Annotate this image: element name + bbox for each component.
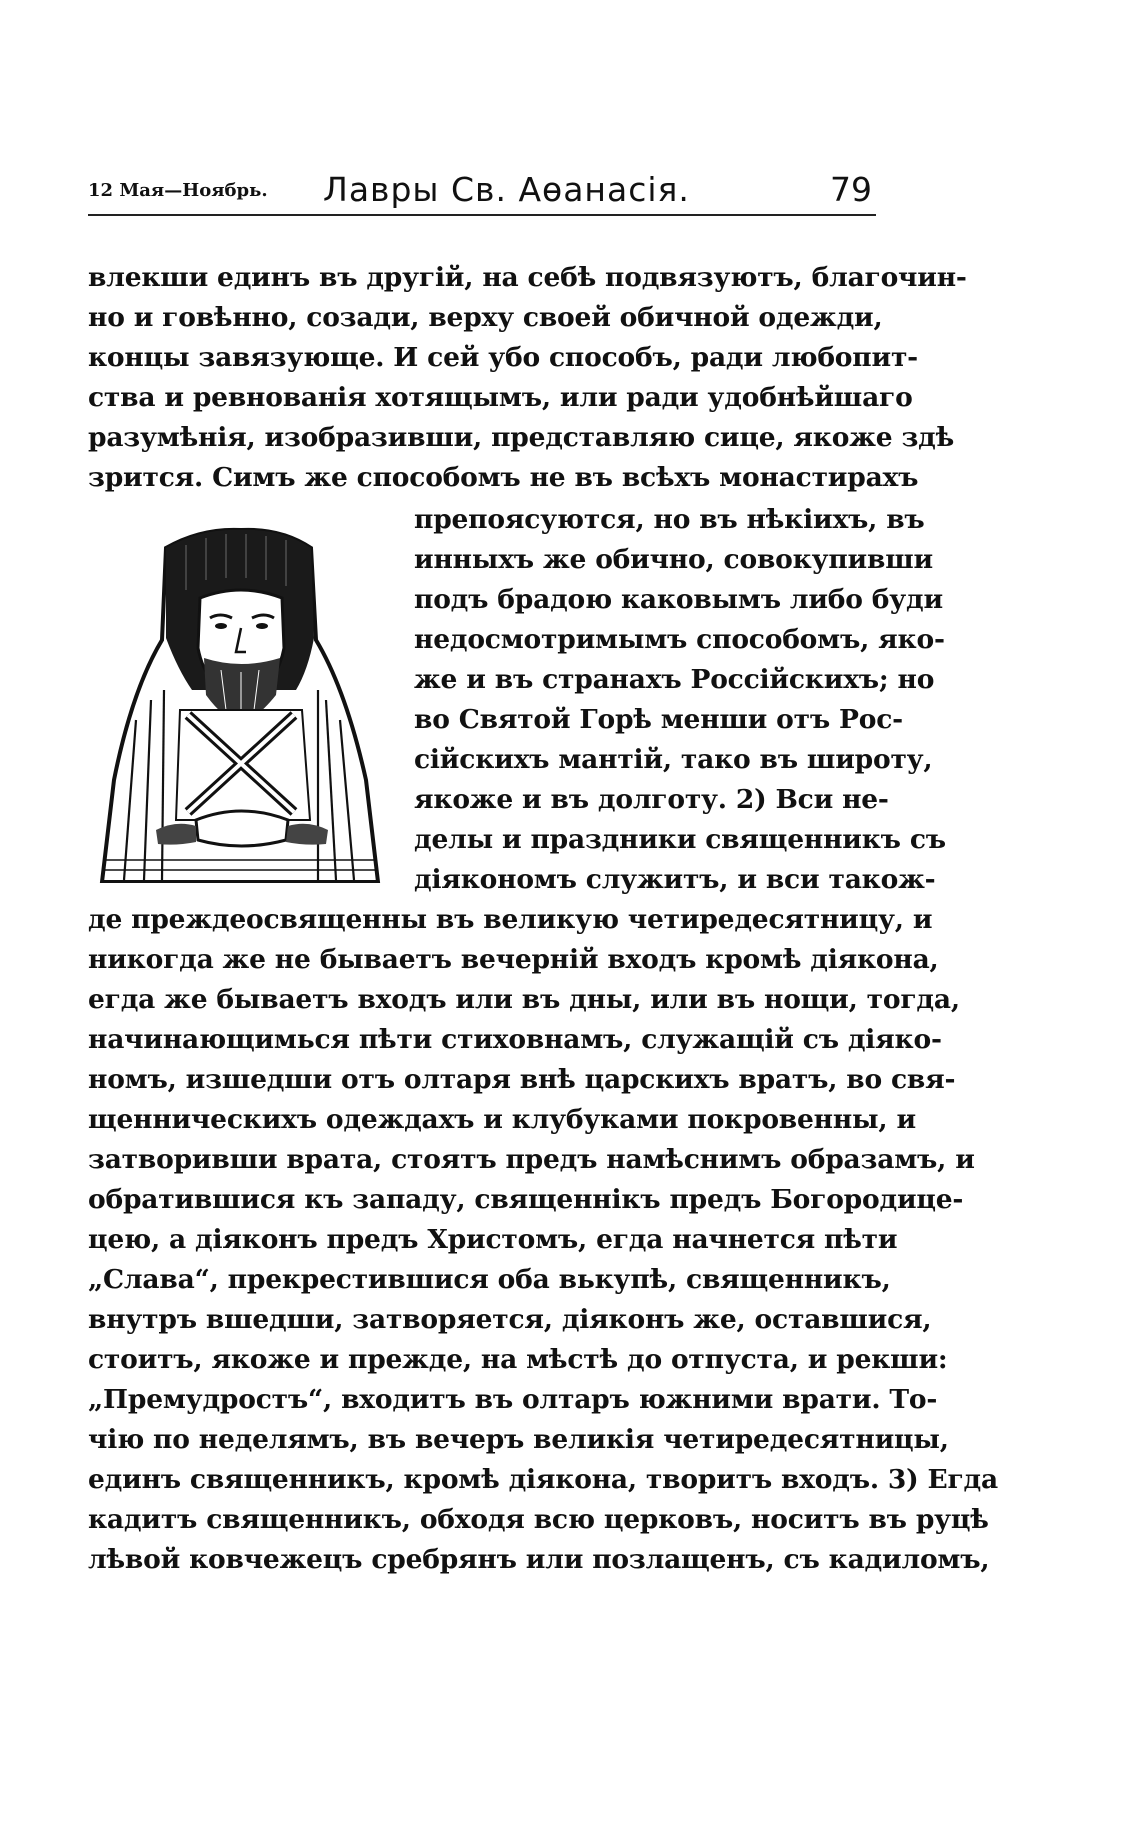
text-line: внутръ вшедши, затворяется, діяконъ же, оставшися, bbox=[88, 1304, 932, 1335]
text-line: концы завязующе. И сей убо способъ, ради любопит- bbox=[88, 342, 918, 373]
running-head bbox=[88, 170, 876, 216]
text-line: начинающимься пѣти стиховнамъ, служащій съ діяко- bbox=[88, 1024, 942, 1055]
text-line: во Святой Горѣ менши отъ Рос- bbox=[414, 704, 903, 735]
text-line: де преждеосвященны въ великую четиредесятницу, и bbox=[88, 904, 933, 935]
text-line: препоясуются, но въ нѣкіихъ, въ bbox=[414, 504, 925, 535]
text-line: единъ священникъ, кромѣ діякона, творитъ входъ. 3) Егда bbox=[88, 1464, 998, 1495]
text-line: кадитъ священникъ, обходя всю церковъ, носитъ въ руцѣ bbox=[88, 1504, 989, 1535]
text-line: подъ брадою каковымъ либо буди bbox=[414, 584, 943, 615]
text-line: щенническихъ одеждахъ и клубуками покровенны, и bbox=[88, 1104, 916, 1135]
monk-illustration bbox=[96, 520, 386, 883]
text-line: зрится. Симъ же способомъ не въ всѣхъ монастирахъ bbox=[88, 462, 919, 493]
text-line: „Слава“, прекрестившися оба вькупѣ, священникъ, bbox=[88, 1264, 891, 1295]
text-line: разумѣнія, изобразивши, представляю сице, якоже здѣ bbox=[88, 422, 955, 453]
text-line: діякономъ служитъ, и вси також- bbox=[414, 864, 936, 895]
text-line: „Премудростъ“, входитъ въ олтаръ южними врати. То- bbox=[88, 1384, 938, 1415]
text-line: же и въ странахъ Россійскихъ; но bbox=[414, 664, 935, 695]
text-line: инныхъ же обично, совокупивши bbox=[414, 544, 933, 575]
text-line: якоже и въ долготу. 2) Вси не- bbox=[414, 784, 889, 815]
text-line: делы и праздники священникъ съ bbox=[414, 824, 946, 855]
text-line: но и говѣнно, созади, верху своей обичной одежди, bbox=[88, 302, 883, 333]
text-line: лѣвой ковчежецъ сребрянъ или позлащенъ, съ кадиломъ, bbox=[88, 1544, 990, 1575]
text-line: обратившися къ западу, священнікъ предъ Богородице- bbox=[88, 1184, 964, 1215]
text-line: егда же бываетъ входъ или въ дны, или въ нощи, тогда, bbox=[88, 984, 960, 1015]
text-line: сійскихъ мантій, тако въ широту, bbox=[414, 744, 933, 775]
text-line: никогда же не бываетъ вечерній входъ кромѣ діякона, bbox=[88, 944, 939, 975]
text-line: чію по неделямъ, въ вечеръ великія четиредесятницы, bbox=[88, 1424, 949, 1455]
monk-engraving-icon bbox=[96, 520, 386, 883]
running-head-date-range: 12 Мая—Ноябрь. bbox=[88, 180, 268, 201]
text-line: номъ, изшедши отъ олтаря внѣ царскихъ вратъ, во свя- bbox=[88, 1064, 956, 1095]
text-line: стоитъ, якоже и прежде, на мѣстѣ до отпуста, и рекши: bbox=[88, 1344, 948, 1375]
text-line: влекши единъ въ другій, на себѣ подвязуютъ, благочин- bbox=[88, 262, 967, 293]
page-number: 79 bbox=[830, 170, 872, 209]
text-line: цею, а діяконъ предъ Христомъ, егда начнется пѣти bbox=[88, 1224, 898, 1255]
text-line: недосмотримымъ способомъ, яко- bbox=[414, 624, 945, 655]
running-head-title: Лавры Св. Аѳанасія. bbox=[323, 170, 690, 209]
text-line: ства и ревнованія хотящымъ, или ради удобнѣйшаго bbox=[88, 382, 913, 413]
text-line: затворивши врата, стоятъ предъ намѣснимъ образамъ, и bbox=[88, 1144, 975, 1175]
